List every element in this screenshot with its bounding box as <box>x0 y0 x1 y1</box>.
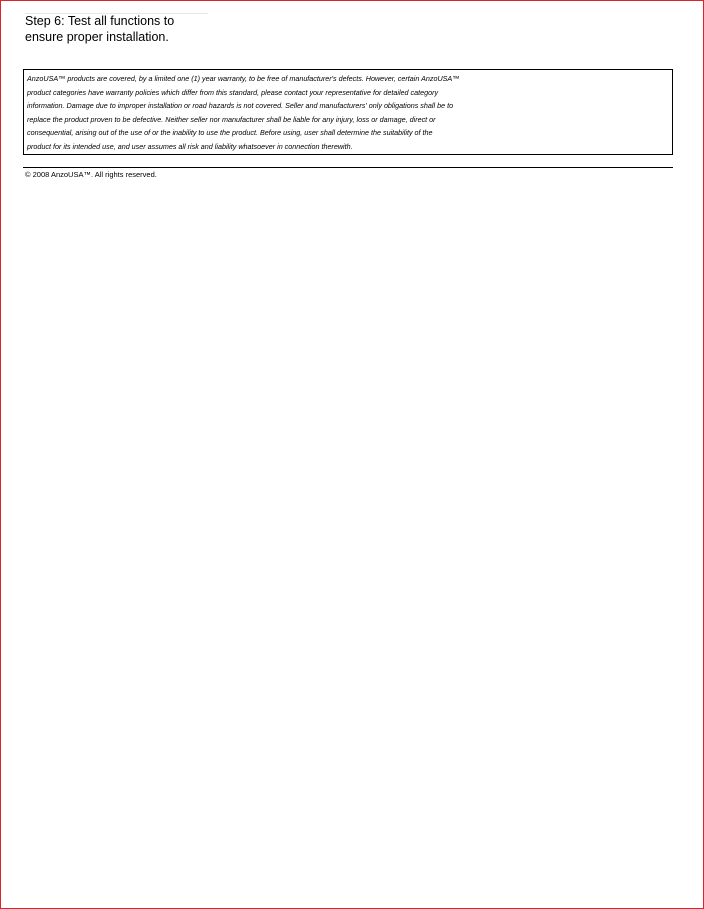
warranty-line-6: product for its intended use, and user assumes all risk and liability whatsoever in connection therewith. <box>27 141 353 151</box>
step-line-2: ensure proper installation. <box>25 30 169 44</box>
warranty-line-1: AnzoUSA™ products are covered, by a limited one (1) year warranty, to be free of manufacturer's defects. However, certain AnzoUSA™ <box>27 74 460 83</box>
step-line-1: Step 6: Test all functions to <box>25 14 175 28</box>
warranty-line-2: product categories have warranty policies which differ from this standard, please contact your representative for detailed category <box>27 87 439 97</box>
warranty-text <box>27 72 517 154</box>
warranty-line-3: information. Damage due to improper installation or road hazards is not covered. Seller and manufacturers' only obligations shall be to <box>27 101 454 111</box>
warranty-line-5: consequential, arising out of the use of or the inability to use the product. Before using, user shall determine the suitability of the <box>27 128 433 138</box>
copyright-notice: © 2008 AnzoUSA™. All rights reserved. <box>25 170 157 179</box>
warranty-line-4: replace the product proven to be defective. Neither seller nor manufacturer shall be liable for any injury, loss or damage, direct or <box>27 114 436 124</box>
footer-divider <box>23 167 673 168</box>
step-instruction <box>25 13 215 45</box>
warranty-box <box>23 69 673 155</box>
